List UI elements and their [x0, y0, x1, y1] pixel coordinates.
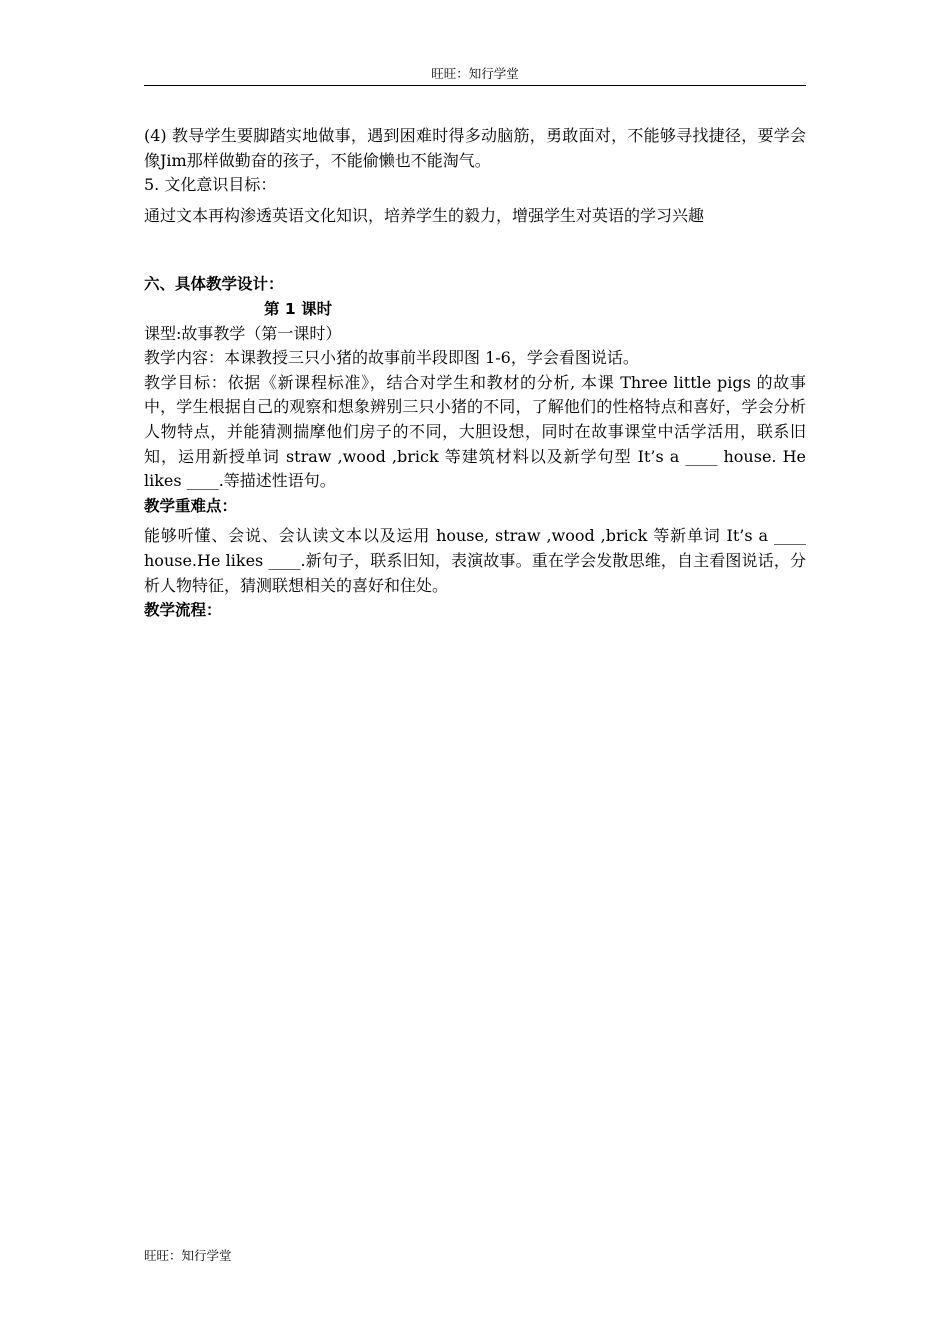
page-footer: 旺旺：知行学堂	[144, 1248, 232, 1263]
section-6-title: 六、具体教学设计：	[144, 275, 284, 294]
lesson-content: 教学内容：本课教授三只小猪的故事前半段即图 1-6，学会看图说话。	[144, 348, 639, 368]
section-5-title: 5. 文化意识目标：	[144, 175, 277, 195]
lesson-title: 第 1 课时	[264, 299, 333, 318]
process-title: 教学流程：	[144, 601, 222, 620]
key-points-text: 能够听懂、会说、会认读文本以及运用 house, straw ,wood ,brick 等新单词 It’s a ____ house.He likes ____.新句子，联系旧知，表演故事。重在学会发散思维，自主看图说话，分析人物特征，猜测联想相关的喜好和住处。	[144, 526, 806, 595]
paragraph-4: (4) 教导学生要脚踏实地做事，遇到困难时得多动脑筋，勇敢面对，不能够寻找捷径，要学会像Jim那样做勤奋的孩子，不能偷懒也不能淘气。	[144, 126, 806, 170]
section-5-text: 通过文本再构渗透英语文化知识，培养学生的毅力，增强学生对英语的学习兴趣	[144, 205, 705, 225]
lesson-type: 课型:故事教学（第一课时）	[144, 323, 342, 343]
lesson-goal: 教学目标：依据《新课程标准》，结合对学生和教材的分析, 本课 Three little pigs 的故事中，学生根据自己的观察和想象辨别三只小猪的不同，了解他们的性格特点和喜好，学会分析人物特点，并能猜测揣摩他们房子的不同，大胆设想，同时在故事课堂中活学活用，联系旧知，运用新授单词 straw ,wood ,brick 等建筑材料以及新学句型 It’s a ____ house. He likes ____.等描述性语句。	[144, 372, 806, 491]
spacer	[144, 228, 806, 272]
page-header: 旺旺：知行学堂	[144, 64, 806, 86]
document-body	[144, 124, 806, 623]
key-points-title: 教学重难点：	[144, 496, 238, 515]
